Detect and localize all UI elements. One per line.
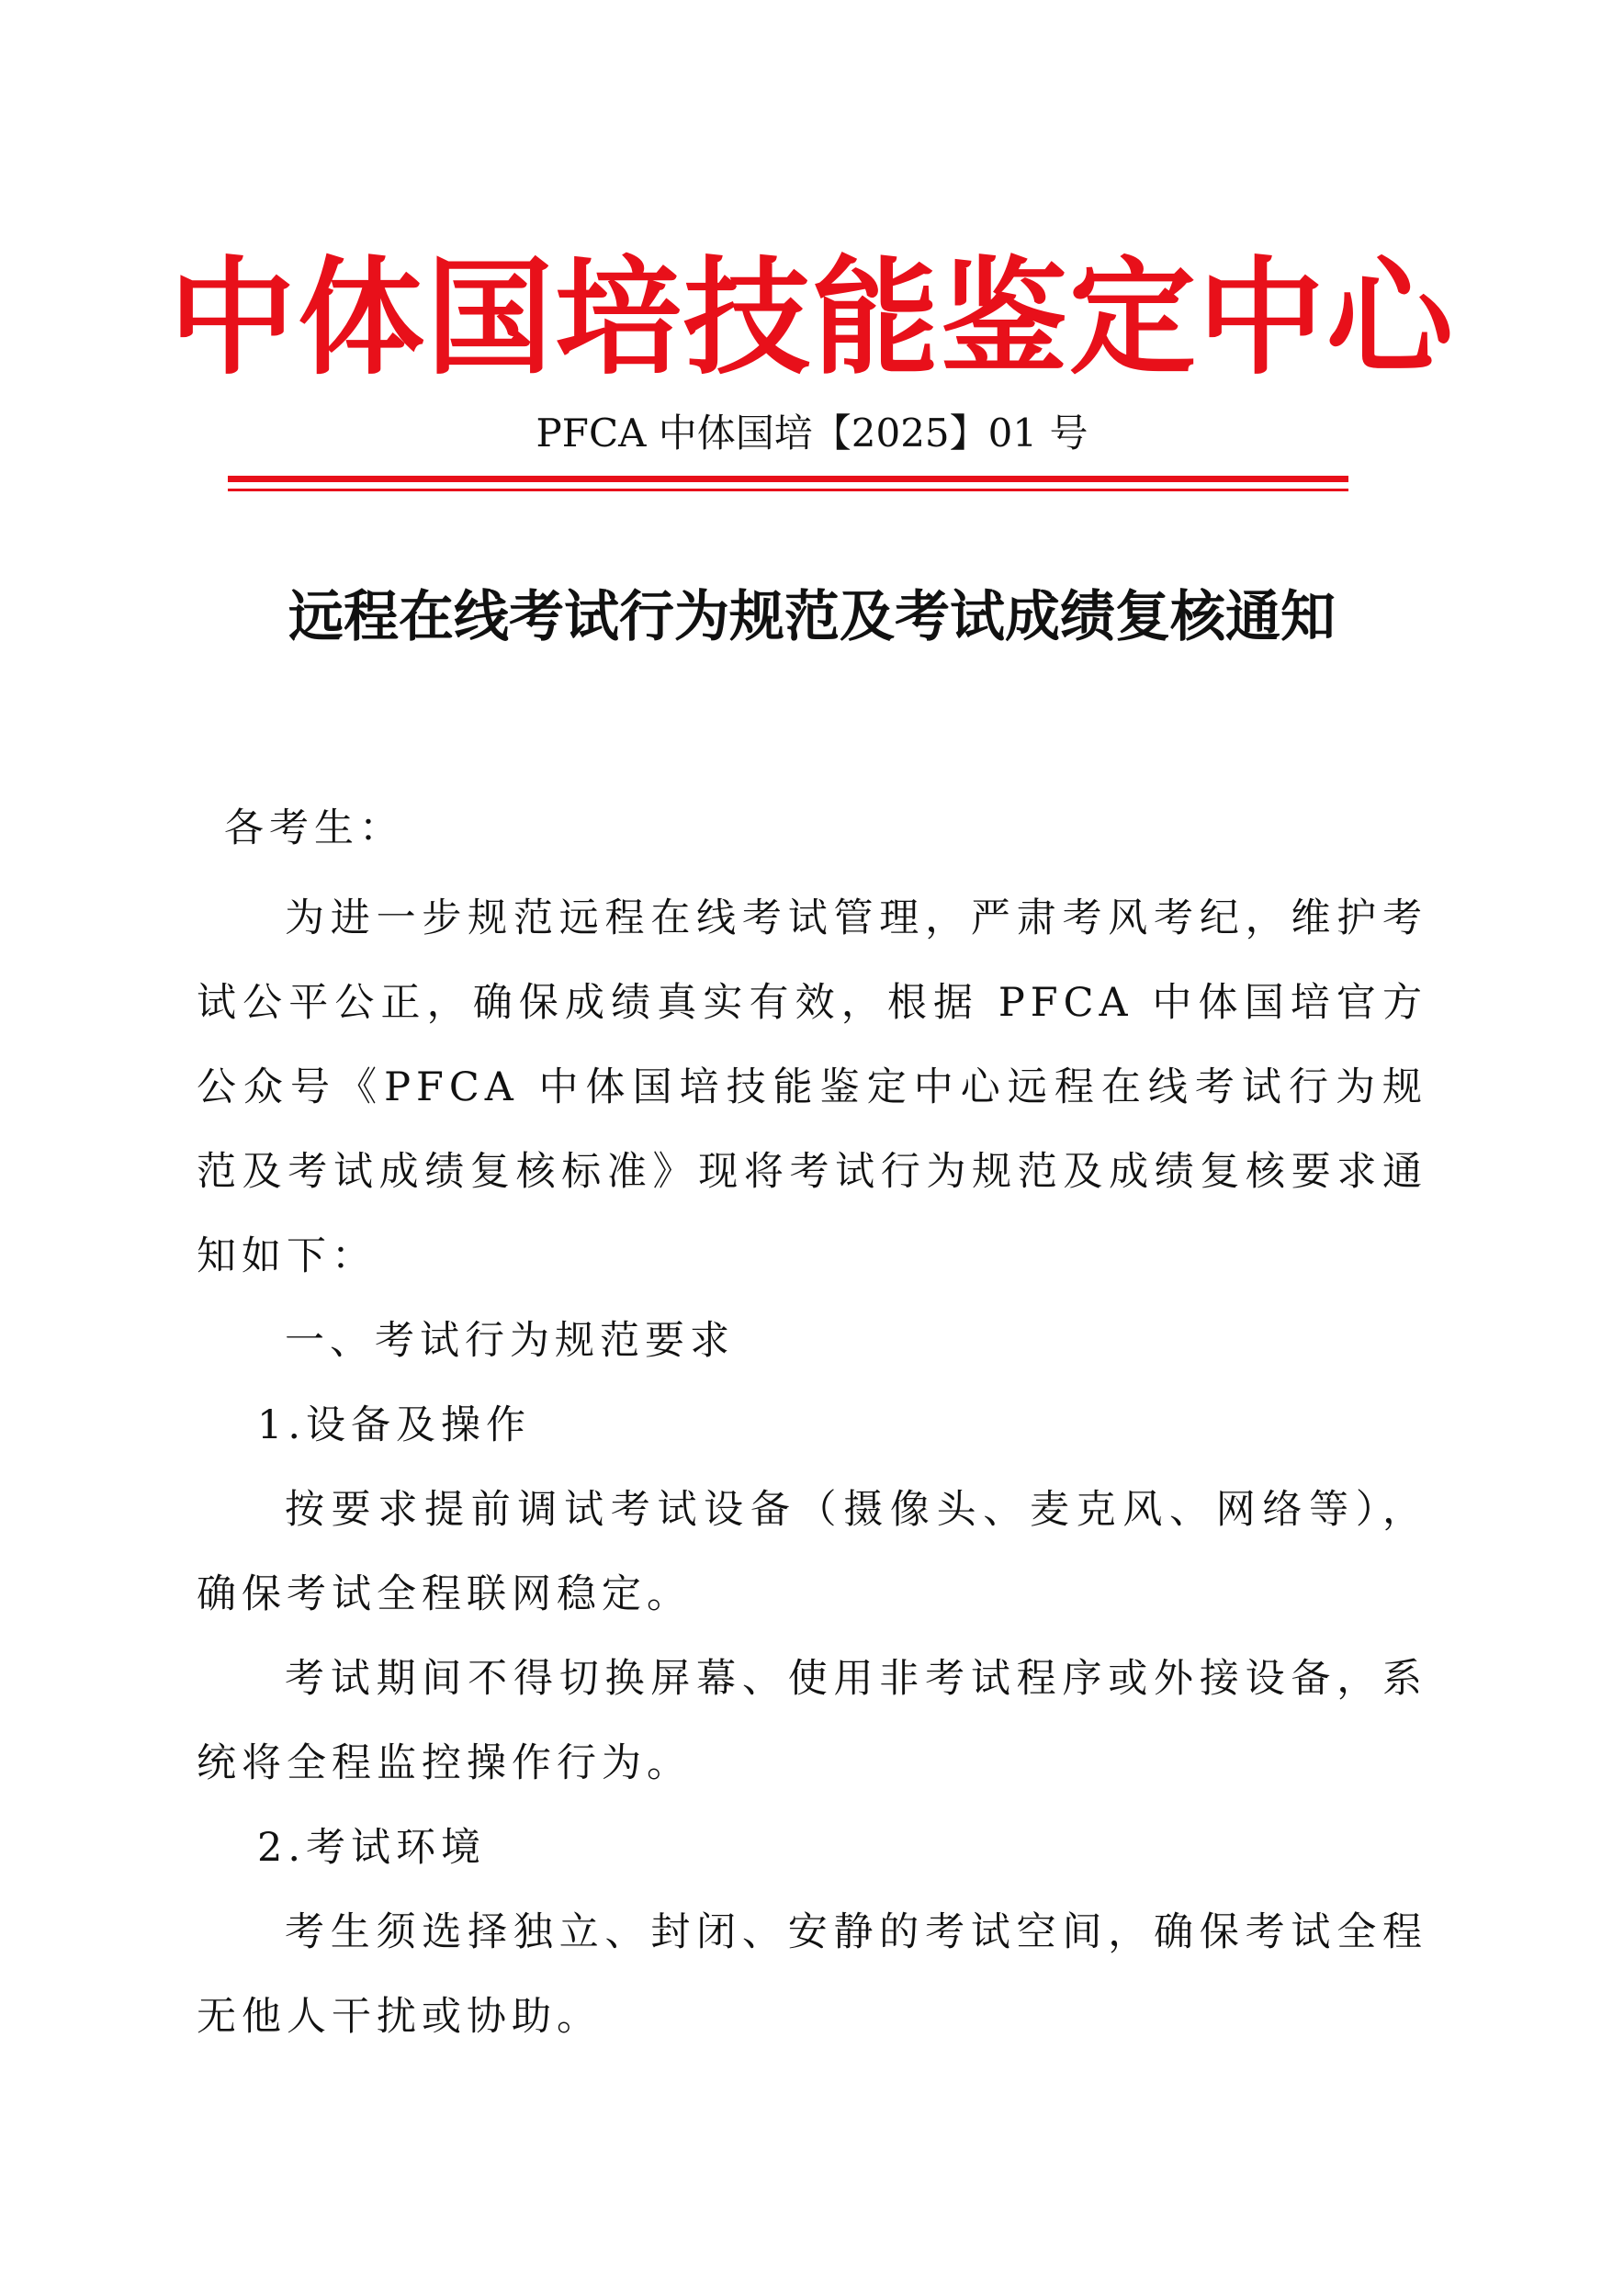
item-1-paragraph-1: 按要求提前调试考试设备（摄像头、麦克风、网络等），确保考试全程联网稳定。 (197, 1487, 1427, 1617)
header-rule-thin (228, 489, 1348, 491)
item-2-paragraph-1: 考生须选择独立、封闭、安静的考试空间，确保考试全程无他人干扰或协助。 (197, 1909, 1427, 2040)
salutation: 各考生： (224, 805, 404, 851)
org-title: 中体国培技能鉴定中心 (168, 244, 1455, 392)
notice-body (197, 786, 1427, 2059)
notice-title: 远程在线考试行为规范及考试成绩复核通知 (288, 585, 1336, 649)
item-heading-1: 1.设备及操作 (257, 1402, 532, 1448)
intro-paragraph: 为进一步规范远程在线考试管理，严肃考风考纪，维护考试公平公正，确保成绩真实有效，根据 PFCA 中体国培官方公众号《PFCA 中体国培技能鉴定中心远程在线考试行为规范及考试成绩复核标准》现将考试行为规范及成绩复核要求通知如下： (197, 895, 1427, 1279)
section-heading-1: 一、考试行为规范要求 (285, 1318, 735, 1364)
document-number: PFCA 中体国培【2025】01 号 (536, 411, 1088, 456)
item-1-paragraph-2: 考试期间不得切换屏幕、使用非考试程序或外接设备，系统将全程监控操作行为。 (197, 1656, 1427, 1786)
header-rule-thick (228, 476, 1348, 482)
item-heading-2: 2.考试环境 (257, 1825, 487, 1871)
